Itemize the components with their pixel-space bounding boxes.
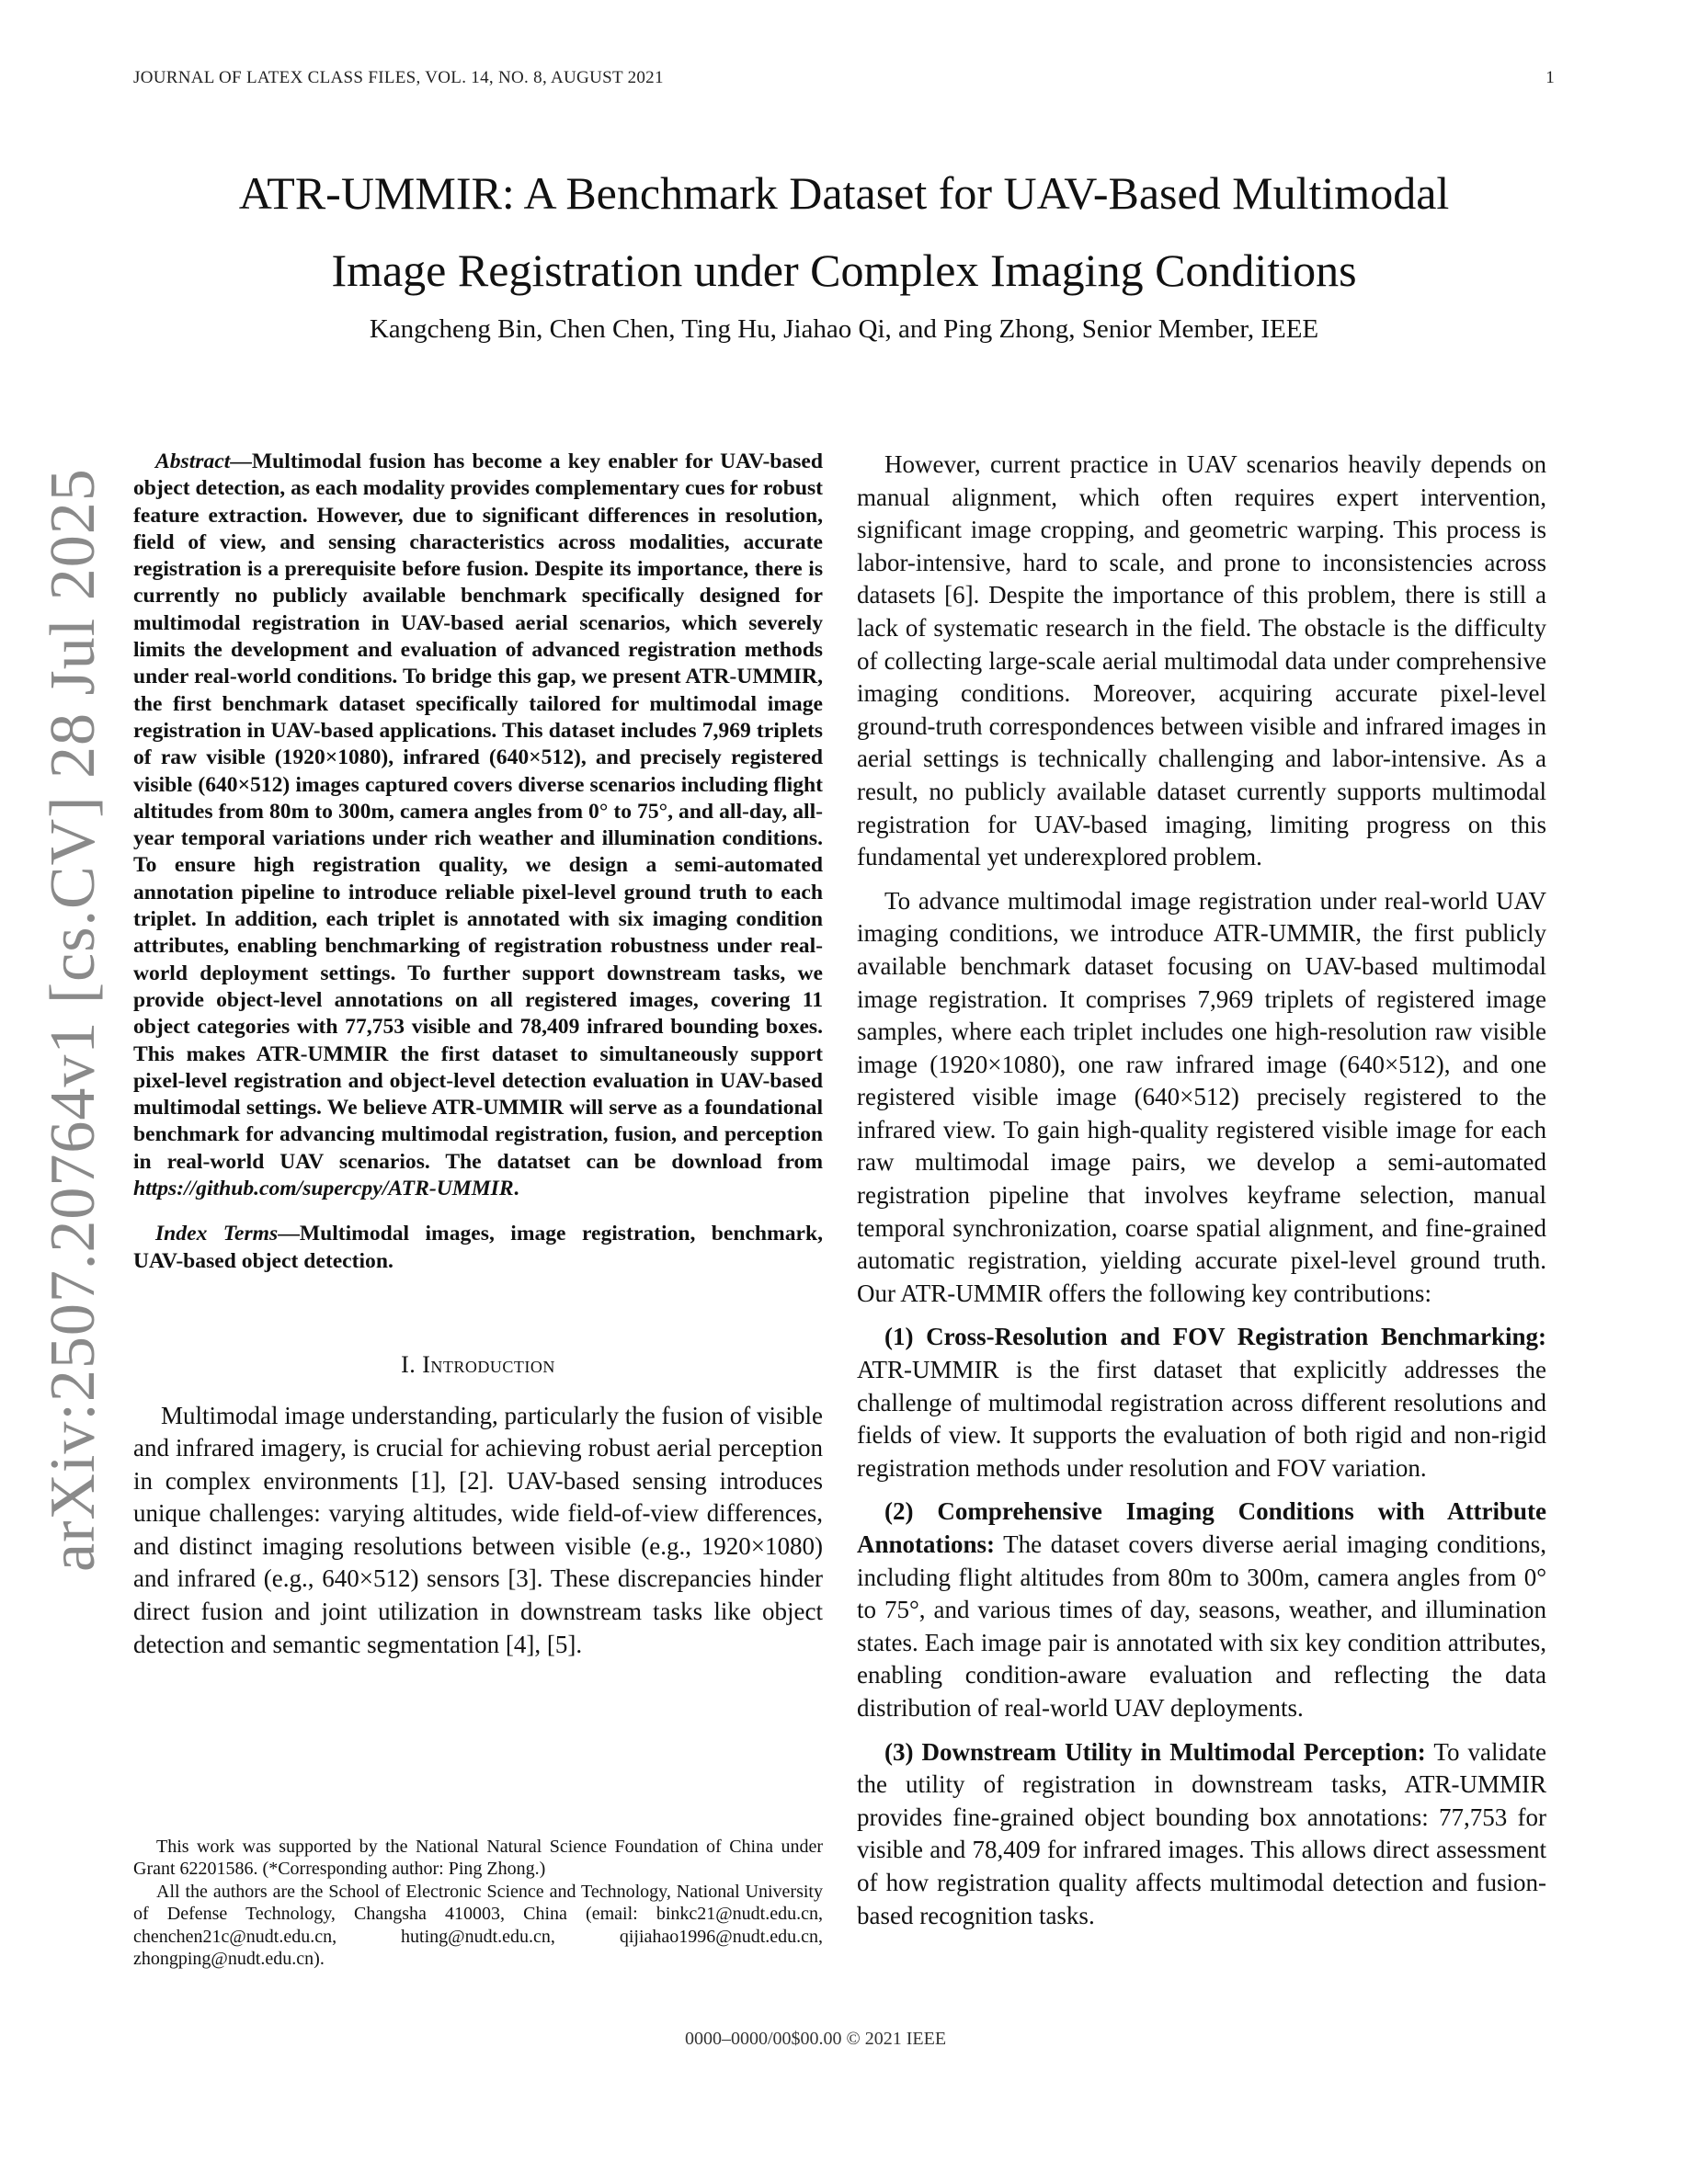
section-numeral: I. [401, 1350, 423, 1378]
contribution-2 [857, 1496, 1546, 1724]
section-heading-introduction [133, 1348, 823, 1382]
abstract-end: . [513, 1177, 519, 1201]
left-column [133, 449, 823, 1672]
title-line-2: Image Registration under Complex Imaging Conditions [331, 245, 1357, 296]
abstract-lead: Abstract [155, 449, 231, 473]
copyright-notice: 0000–0000/00$00.00 © 2021 IEEE [685, 2029, 947, 2049]
footnote-affiliation: All the authors are the School of Electronic Science and Technology, National University of Defense Technology, Changsha 410003, China (email: binkc21@nudt.edu.cn, chenchen21c@nudt.edu.cn, huting@nudt.edu.cn, qijiahao1996@nudt.edu.cn, zhongping@nudt.edu.cn). [133, 1881, 823, 1970]
contribution-1-text: ATR-UMMIR is the first dataset that explicitly addresses the challenge of multimodal registration across different resolutions and fields of view. It supports the evaluation of both rigid and non-rigid registration methods under resolution and FOV variation. [857, 1356, 1546, 1482]
intro-paragraph-2: However, current practice in UAV scenarios heavily depends on manual alignment, which often requires expert intervention, significant image cropping, and geometric warping. This process is labor-intensive, hard to scale, and prone to inconsistencies across datasets [6]. Despite the importance of this problem, there is still a lack of systematic research in the field. The obstacle is the difficulty of collecting large-scale aerial multimodal data under comprehensive imaging conditions. Moreover, acquiring accurate pixel-level ground-truth correspondences between visible and infrared images in aerial settings is technically challenging and labor-intensive. As a result, no publicly available dataset currently supports multimodal registration for UAV-based imaging, limiting progress on this fundamental yet underexplored problem. [857, 450, 1546, 871]
abstract [133, 449, 823, 1202]
index-terms-text: —Multimodal images, image registration, benchmark, UAV-based object detection. [133, 1222, 824, 1273]
arxiv-identifier: arXiv:2507.20764v1 [cs.CV] 28 Jul 2025 [38, 468, 108, 1572]
contribution-2-text: The dataset covers diverse aerial imaging conditions, including flight altitudes from 80m to 300m, camera angles from 0° to 75°, and various times of day, seasons, weather, and illumination states. Each image pair is annotated with six key condition attributes, enabling condition-aware evaluation and reflecting the data distribution of real-world UAV deployments. [857, 1530, 1546, 1722]
footnote-funding: This work was supported by the National Natural Science Foundation of China under Grant 62201586. (*Corresponding author: Ping Zhong.) [133, 1837, 823, 1880]
journal-name: JOURNAL OF LATEX CLASS FILES, VOL. 14, NO. 8, AUGUST 2021 [133, 68, 664, 87]
running-header [133, 68, 1555, 96]
page-number: 1 [1545, 68, 1555, 87]
contribution-2-title: (2) Comprehensive Imaging Conditions with Attribute Annotations: [857, 1497, 1546, 1558]
abstract-text: —Multimodal fusion has become a key enabler for UAV-based object detection, as each modality provides complementary cues for robust feature extraction. However, due to significant differences in resolution, field of view, and sensing characteristics across modalities, accurate registration is a prerequisite before fusion. Despite its importance, there is currently no publicly available benchmark specifically designed for multimodal registration in UAV-based aerial scenarios, which severely limits the development and evaluation of advanced registration methods under real-world conditions. To bridge this gap, we present ATR-UMMIR, the first benchmark dataset specifically tailored for multimodal image registration in UAV-based applications. This dataset includes 7,969 triplets of raw visible (1920×1080), infrared (640×512), and precisely registered visible (640×512) images captured covers diverse scenarios including flight altitudes from 80m to 300m, camera angles from 0° to 75°, and all-day, all-year temporal variations under rich weather and illumination conditions. To ensure high registration quality, we design a semi-automated annotation pipeline to introduce reliable pixel-level ground truth to each triplet. In addition, each triplet is annotated with six imaging condition attributes, enabling benchmarking of registration robustness under real-world deployment settings. To further support downstream tasks, we provide object-level annotations on all registered images, covering 11 object categories with 77,753 visible and 78,409 infrared bounding boxes. This makes ATR-UMMIR the first dataset to simultaneously support pixel-level registration and object-level detection evaluation in UAV-based multimodal settings. We believe ATR-UMMIR will serve as a foundational benchmark for advancing multimodal registration, fusion, and perception in real-world UAV scenarios. The datatset can be download from [133, 449, 823, 1174]
dataset-link[interactable]: https://github.com/supercpy/ATR-UMMIR [133, 1177, 514, 1201]
contribution-1-title: (1) Cross-Resolution and FOV Registration Benchmarking: [884, 1323, 1546, 1351]
intro-paragraph-3: To advance multimodal image registration under real-world UAV imaging conditions, we introduce ATR-UMMIR, the first publicly available benchmark dataset focusing on UAV-based multimodal image registration. It comprises 7,969 triplets of registered image samples, where each triplet includes one high-resolution raw visible image (1920×1080), one raw infrared image (640×512), and one registered visible image (640×512) precisely registered to the infrared view. To gain high-quality registered visible image for each raw multimodal image pairs, we develop a semi-automated registration pipeline that involves keyframe selection, manual temporal synchronization, coarse spatial alignment, and fine-grained automatic registration, yielding accurate pixel-level ground truth. Our ATR-UMMIR offers the following key contributions: [857, 886, 1546, 1307]
intro-paragraph-1: Multimodal image understanding, particularly the fusion of visible and infrared imagery, is crucial for achieving robust aerial perception in complex environments [1], [2]. UAV-based sensing introduces unique challenges: varying altitudes, wide field-of-view differences, and distinct imaging resolutions between visible (e.g., 1920×1080) and infrared (e.g., 640×512) sensors [3]. These discrepancies hinder direct fusion and joint utilization in downstream tasks like object detection and semantic segmentation [4], [5]. [133, 1401, 823, 1658]
index-terms-lead: Index Terms [155, 1222, 279, 1246]
right-column [857, 449, 1546, 1943]
footnote [133, 1836, 823, 1970]
contribution-3-text: To validate the utility of registration in downstream tasks, ATR-UMMIR provides fine-grained object bounding box annotations: 77,753 for visible and 78,409 for infrared images. This allows direct assessment of how registration quality affects multimodal detection and fusion-based recognition tasks. [857, 1737, 1546, 1929]
title-line-1: ATR-UMMIR: A Benchmark Dataset for UAV-Based Multimodal [238, 167, 1450, 219]
section-title: Introduction [422, 1350, 555, 1378]
contribution-3 [857, 1736, 1546, 1933]
contribution-1 [857, 1321, 1546, 1484]
paper-title [133, 154, 1555, 309]
author-list: Kangcheng Bin, Chen Chen, Ting Hu, Jiahao Qi, and Ping Zhong, Senior Member, IEEE [369, 314, 1319, 344]
contribution-3-title: (3) Downstream Utility in Multimodal Perception: [884, 1737, 1426, 1766]
index-terms [133, 1221, 823, 1275]
